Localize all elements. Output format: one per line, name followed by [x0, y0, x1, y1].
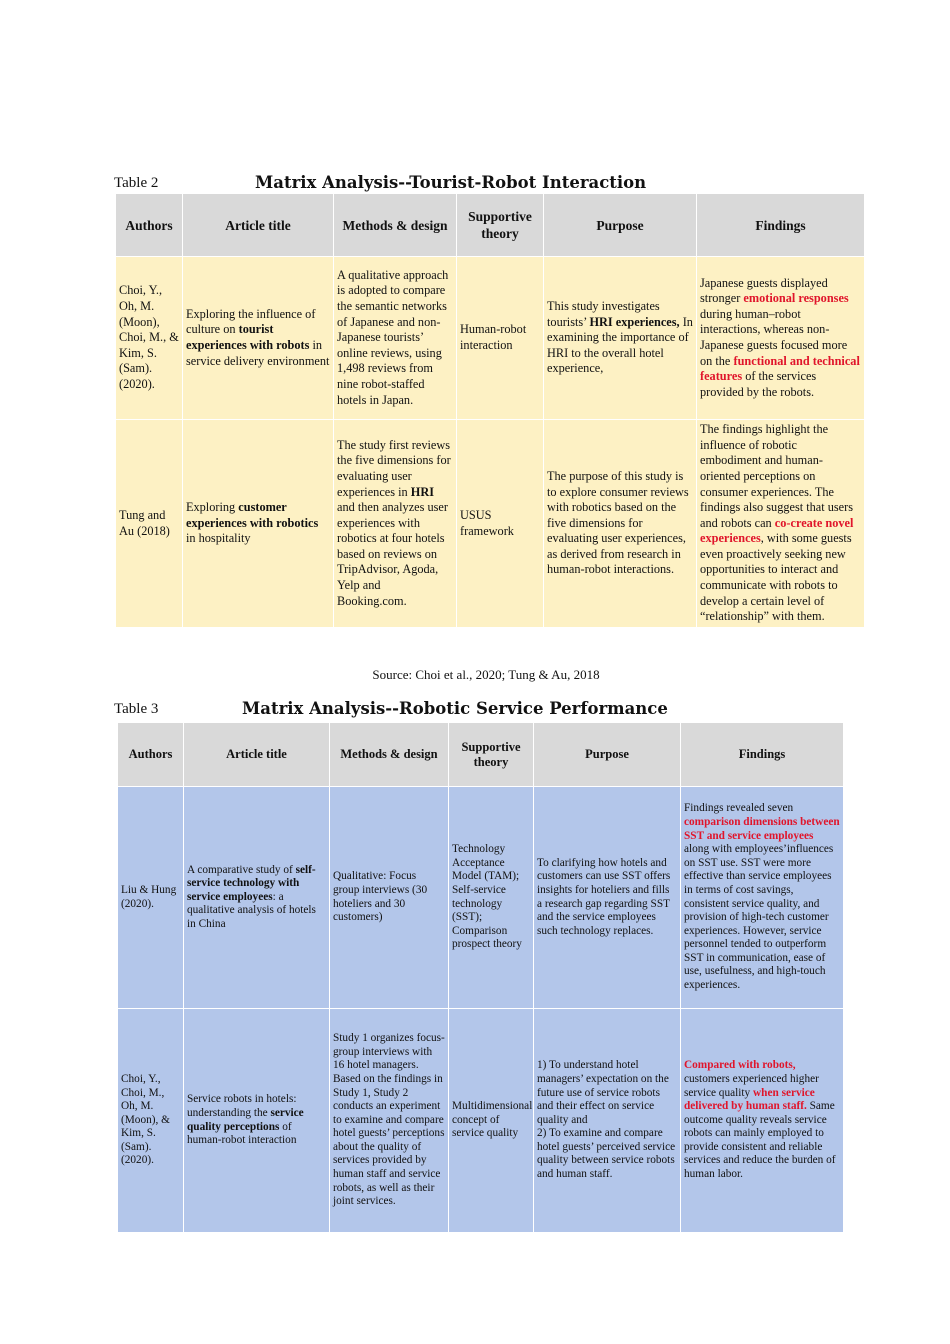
table-row [116, 420, 865, 628]
table2-header-theory: Supportive theory [457, 194, 544, 257]
methods-cell: Study 1 organizes focus-group interviews with 16 hotel managers. Based on the findings in Study 1, Study 2 conducts an experiment to examine and compare hotel guests’ perceptions about the quality of services provided by human staff and service robots, as well as their joint services. [330, 1009, 449, 1233]
table3-header-methods: Methods & design [330, 723, 449, 787]
findings-cell: The findings highlight the influence of robotic embodiment and human-oriented perceptions on consumer experiences. The findings also suggest that users and robots can co-create novel experiences, with some guests even proactively seeking new opportunities to interact and communicate with robots to develop a certain level of “relationship” with them. [697, 420, 865, 628]
table2-source-note: Source: Choi et al., 2020; Tung & Au, 2018 [372, 667, 600, 682]
purpose-cell: To clarifying how hotels and customers can use SST offers insights for hoteliers and fills a research gap regarding SST and the service employees such technology replaces. [534, 787, 681, 1009]
article-title-cell: Exploring customer experiences with robotics in hospitality [183, 420, 334, 628]
table3-header-findings: Findings [681, 723, 844, 787]
table2-header-findings: Findings [697, 194, 865, 257]
theory-cell: Human-robot interaction [457, 257, 544, 420]
purpose-cell: The purpose of this study is to explore consumer reviews with robotics based on the five dimensions for evaluating user experiences, as derived from research in human-robot interactions. [544, 420, 697, 628]
table-row [118, 787, 844, 1009]
article-title-cell: Exploring the influence of culture on tourist experiences with robots in service delivery environment [183, 257, 334, 420]
methods-cell: A qualitative approach is adopted to compare the semantic networks of Japanese and non-Japanese tourists’ online reviews, using 1,498 reviews from nine robot-staffed hotels in Japan. [334, 257, 457, 420]
table3-header-authors: Authors [118, 723, 184, 787]
table3-title: Matrix Analysis--Robotic Service Performance [242, 699, 668, 718]
table3-header-theory: Supportive theory [449, 723, 534, 787]
table3-label: Table 3 [114, 701, 159, 717]
authors-cell: Choi, Y., Choi, M., Oh, M. (Moon), & Kim, S. (Sam). (2020). [118, 1009, 184, 1233]
table3-header-purpose: Purpose [534, 723, 681, 787]
methods-cell: The study first reviews the five dimensions for evaluating user experiences in HRI and then analyzes user experiences with robotics at four hotels based on reviews on TripAdvisor, Agoda, Yelp and Booking.com. [334, 420, 457, 628]
authors-cell: Tung and Au (2018) [116, 420, 183, 628]
purpose-cell: This study investigates tourists’ HRI experiences, In examining the importance of HRI to the overall hotel experience, [544, 257, 697, 420]
findings-cell: Findings revealed seven comparison dimensions between SST and service employees along with employees’influences on SST use. SST were more effective than service employees in terms of cost savings, consistent service quality, and provision of high-tech customer experiences. However, service personnel tended to outperform SST in communication, ease of use, usefulness, and high-touch experiences. [681, 787, 844, 1009]
article-title-cell: Service robots in hotels: understanding the service quality perceptions of human-robot interaction [184, 1009, 330, 1233]
authors-cell: Liu & Hung (2020). [118, 787, 184, 1009]
article-title-cell: A comparative study of self-service technology with service employees: a qualitative analysis of hotels in China [184, 787, 330, 1009]
table3 [117, 722, 844, 1233]
table2 [115, 193, 865, 628]
authors-cell: Choi, Y., Oh, M. (Moon), Choi, M., & Kim, S. (Sam). (2020). [116, 257, 183, 420]
findings-cell: Compared with robots, customers experienced higher service quality when service delivered by human staff. Same outcome quality reveals service robots can mainly employed to provide consistent and reliable services and reduce the burden of human labor. [681, 1009, 844, 1233]
theory-cell: Technology Acceptance Model (TAM); Self-service technology (SST); Comparison prospect theory [449, 787, 534, 1009]
table2-header-row [116, 194, 865, 257]
theory-cell: Multidimensional concept of service quality [449, 1009, 534, 1233]
table2-header-purpose: Purpose [544, 194, 697, 257]
findings-cell: Japanese guests displayed stronger emotional responses during human–robot interactions, whereas non-Japanese guests focused more on the functional and technical features of the services provided by the robots. [697, 257, 865, 420]
table2-header-methods: Methods & design [334, 194, 457, 257]
purpose-cell: 1) To understand hotel managers’ expectation on the future use of service robots and their effect on service quality and 2) To examine and compare hotel guests’ perceived service quality between service robots and human staff. [534, 1009, 681, 1233]
table-row [116, 257, 865, 420]
table2-header-authors: Authors [116, 194, 183, 257]
table2-header-title: Article title [183, 194, 334, 257]
table2-title: Matrix Analysis--Tourist-Robot Interaction [255, 173, 647, 192]
table-row [118, 1009, 844, 1233]
methods-cell: Qualitative: Focus group interviews (30 hoteliers and 30 customers) [330, 787, 449, 1009]
table3-header-title: Article title [184, 723, 330, 787]
table3-header-row [118, 723, 844, 787]
table2-label: Table 2 [114, 175, 159, 191]
theory-cell: USUS framework [457, 420, 544, 628]
